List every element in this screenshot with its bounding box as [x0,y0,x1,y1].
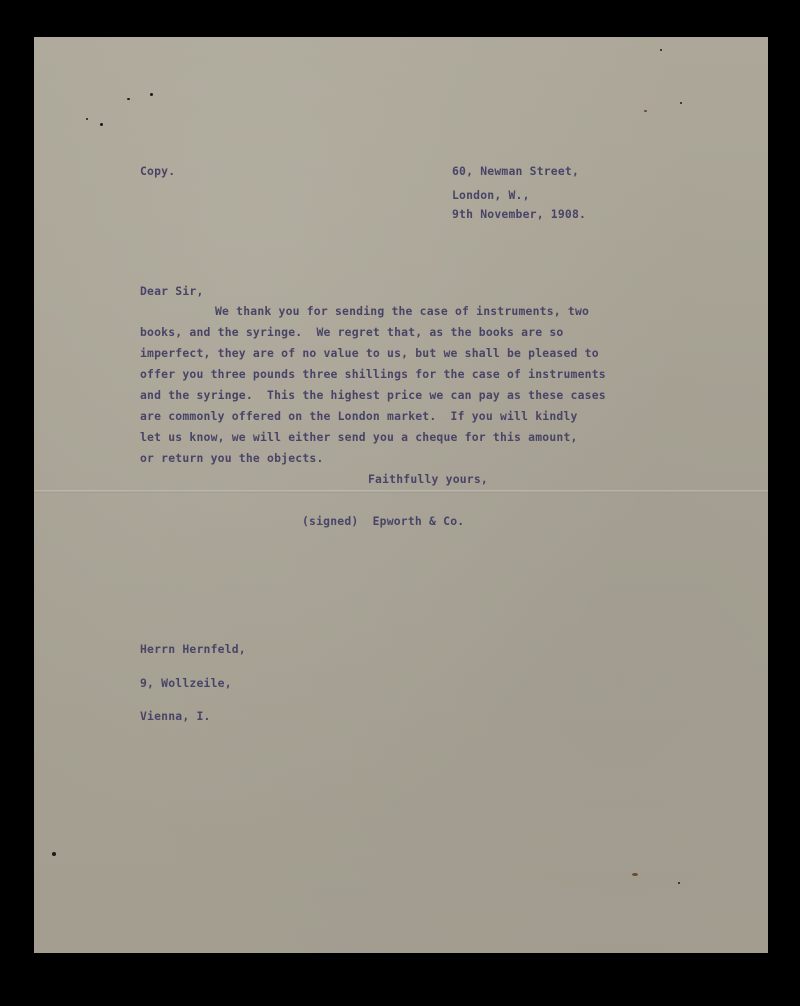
paper-speck [632,873,638,876]
sender-address-line2: London, W., [452,188,530,202]
paper-speck [680,102,682,104]
body-line-5: and the syringe. This the highest price we can pay as these cases [140,388,606,402]
salutation: Dear Sir, [140,284,204,298]
paper-speck [100,123,103,126]
body-line-4: offer you three pounds three shillings for the case of instruments [140,367,606,381]
body-line-8: or return you the objects. [140,451,324,465]
fold-crease [34,490,768,493]
paper-speck [678,882,680,884]
body-line-3: imperfect, they are of no value to us, but we shall be pleased to [140,346,599,360]
paper-speck [52,852,56,856]
paper-speck [150,93,153,96]
recipient-street: 9, Wollzeile, [140,676,232,690]
paper-speck [86,118,88,120]
body-line-2: books, and the syringe. We regret that, as the books are so [140,325,564,339]
copy-label: Copy. [140,164,176,178]
signature: (signed) Epworth & Co. [302,514,465,528]
body-line-6: are commonly offered on the London market. If you will kindly [140,409,578,423]
paper-speck [660,49,662,51]
body-line-1: We thank you for sending the case of instruments, two [215,304,590,318]
closing: Faithfully yours, [368,472,488,486]
paper-speck [644,110,647,112]
body-line-7: let us know, we will either send you a cheque for this amount, [140,430,578,444]
sender-address-line1: 60, Newman Street, [452,164,580,178]
recipient-name: Herrn Hernfeld, [140,642,246,656]
recipient-city: Vienna, I. [140,709,211,723]
paper-speck [127,98,130,100]
letter-page [34,37,768,953]
letter-date: 9th November, 1908. [452,207,587,221]
